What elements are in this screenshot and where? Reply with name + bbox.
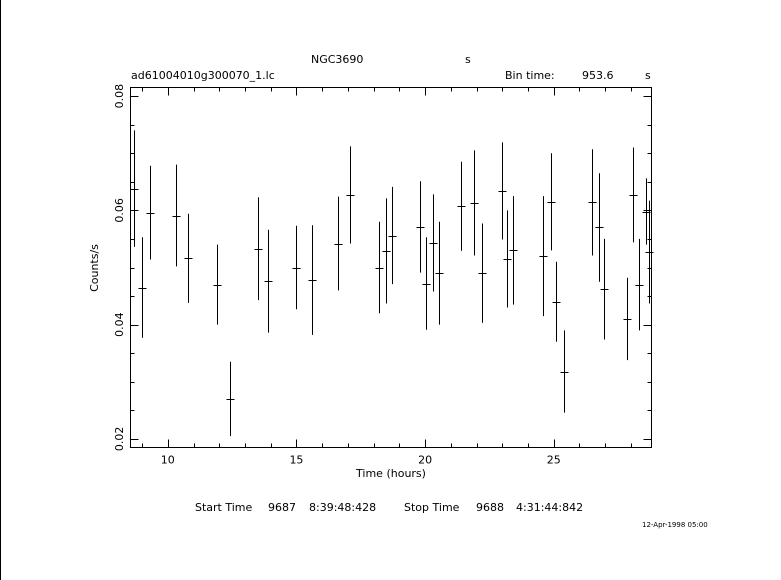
y-axis-label: Counts/s [88,244,101,292]
data-point [458,162,466,251]
data-point [293,226,301,309]
stop-time-day: 9688 [476,501,504,514]
y-tick-label: 0.06 [113,198,126,223]
data-point [601,239,609,340]
object-name: NGC3690 [311,53,364,66]
lightcurve-filename: ad61004010g300070_1.lc [131,69,275,82]
data-point [540,196,548,316]
data-point [255,197,263,300]
stop-time-label: Stop Time [404,501,460,514]
x-axis-label: Time (hours) [356,467,426,480]
x-tick-label: 20 [418,453,433,467]
start-time-value: 8:39:48:428 [309,501,377,514]
data-points [131,130,654,436]
stop-time-value: 4:31:44:842 [516,501,584,514]
data-point [423,237,431,330]
data-point [636,239,644,330]
data-point [471,150,479,255]
y-tick-label: 0.02 [113,426,126,452]
data-point [589,149,597,255]
data-point [417,181,425,272]
data-point [499,142,507,239]
data-point [561,330,569,412]
data-point [335,197,343,291]
axis-ticks [113,84,652,467]
plot-date-stamp: 12-Apr-1998 05:00 [642,521,708,529]
data-point [147,166,155,260]
y-tick-label: 0.08 [113,83,126,109]
data-point [309,225,317,335]
data-point [553,262,561,342]
start-time-label: Start Time [195,501,253,514]
y-tick-label: 0.04 [113,312,126,337]
data-point [173,165,181,267]
data-point [504,210,512,307]
data-point [139,237,147,338]
data-point [265,230,273,333]
data-point [376,222,384,313]
start-time-day: 9687 [268,501,296,514]
bin-time-label: Bin time: [505,69,555,82]
x-tick-label: 25 [546,453,561,467]
x-tick-label: 10 [160,453,175,467]
data-point [630,148,638,243]
data-point [383,198,391,303]
data-point [227,362,235,436]
data-point [510,196,518,305]
bin-time-unit: s [645,69,651,82]
data-point [548,153,556,250]
data-point [436,222,444,325]
x-tick-label: 15 [289,453,304,467]
bin-time-value: 953.6 [582,69,614,82]
data-point [624,278,632,360]
data-point [214,245,222,325]
data-point [389,187,397,284]
data-point [185,214,193,303]
data-point [430,194,438,291]
data-point [596,173,604,282]
data-point [479,224,487,323]
data-point [347,146,355,243]
plot-frame [131,88,652,448]
object-unit: s [465,53,471,66]
data-point [131,130,139,247]
